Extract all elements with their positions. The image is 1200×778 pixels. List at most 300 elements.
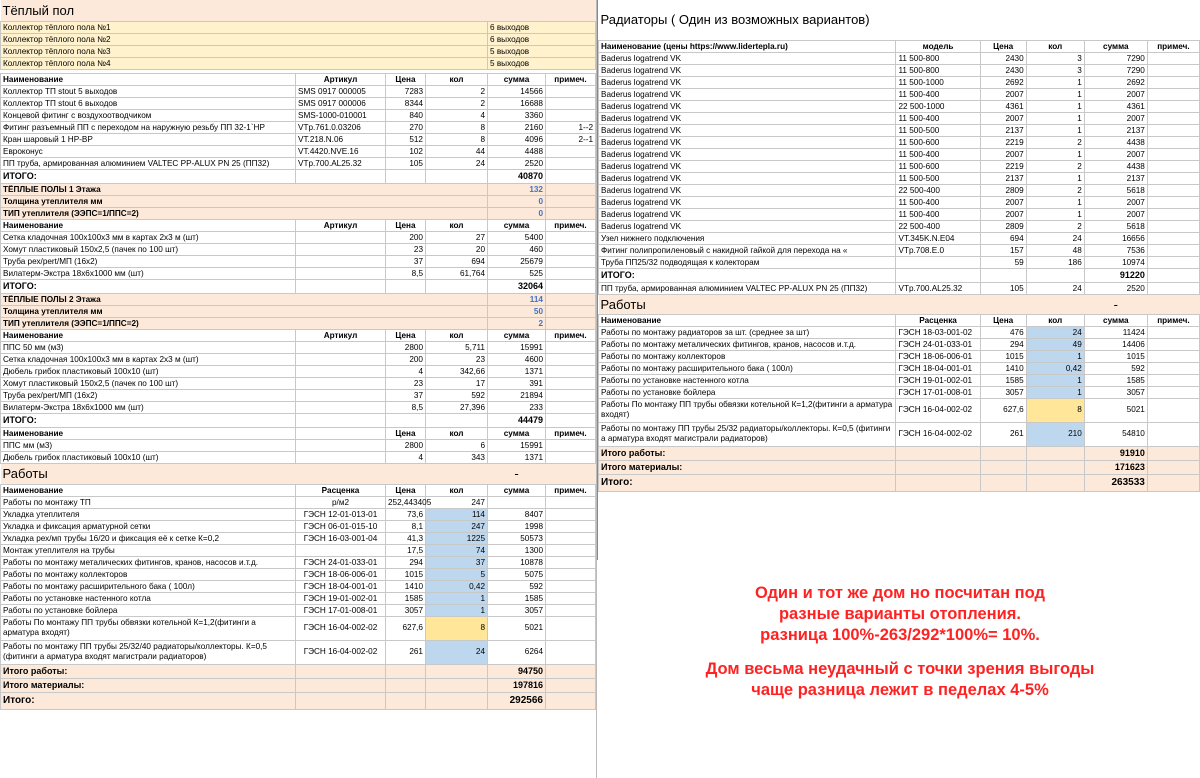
table-cell[interactable]: ППС 50 мм (м3) (1, 341, 296, 353)
table-cell[interactable]: ИТОГО: (1, 413, 296, 427)
table-cell[interactable]: 1 (1026, 350, 1084, 362)
table-cell[interactable]: Работы по установке бойлера (599, 386, 896, 398)
table-cell[interactable]: Артикул (296, 219, 386, 231)
table-cell[interactable]: 11 500-400 (896, 112, 980, 124)
table-cell[interactable]: ПП труба, армированная алюминием VALTEC PP-ALUX PN 25 (ПП32) (1, 157, 296, 169)
table-cell[interactable]: ГЭСН 17-01-008-01 (896, 386, 980, 398)
table-cell[interactable]: Работы по монтажу расширительного бака ( 100л) (1, 580, 296, 592)
table-cell[interactable] (546, 544, 596, 556)
table-cell[interactable]: Baderus logatrend VK (599, 184, 896, 196)
table-cell[interactable]: сумма (1084, 314, 1147, 326)
table-cell[interactable]: Коллектор ТП stout 5 выходов (1, 85, 296, 97)
table-cell[interactable]: 1 (1026, 172, 1084, 184)
table-cell[interactable] (546, 97, 596, 109)
table-cell[interactable]: 27,396 (426, 401, 488, 413)
table-cell[interactable]: Итого работы: (599, 446, 896, 460)
table-cell[interactable] (1147, 474, 1199, 491)
table-cell[interactable]: 105 (386, 157, 426, 169)
table-cell[interactable] (980, 460, 1026, 474)
table-cell[interactable]: 54810 (1084, 422, 1147, 446)
table-cell[interactable] (1147, 422, 1199, 446)
table-cell[interactable]: 11 500-500 (896, 172, 980, 184)
table-cell[interactable]: ППС мм (м3) (1, 439, 296, 451)
table-cell[interactable]: 270 (386, 121, 426, 133)
table-cell[interactable]: Наименование (1, 484, 296, 496)
table-cell[interactable]: ГЭСН 16-04-002-02 (296, 640, 386, 664)
table-cell[interactable]: 1015 (1084, 350, 1147, 362)
table-cell[interactable]: SMS-1000-010001 (296, 109, 386, 121)
table-cell[interactable]: Цена (980, 314, 1026, 326)
table-cell[interactable] (1147, 232, 1199, 244)
table-cell[interactable] (546, 279, 596, 293)
table-cell[interactable]: примеч. (546, 219, 596, 231)
table-cell[interactable] (546, 451, 596, 463)
table-cell[interactable]: Baderus logatrend VK (599, 76, 896, 88)
table-cell[interactable]: 11 500-400 (896, 196, 980, 208)
table-cell[interactable]: 11 500-400 (896, 148, 980, 160)
table-cell[interactable]: Наименование (цены https://www.lidertepla.ru) (599, 40, 896, 52)
table-cell[interactable]: Работы (599, 294, 1085, 314)
table-cell[interactable]: 4361 (1084, 100, 1147, 112)
table-cell[interactable]: Работы по установке настенного котла (599, 374, 896, 386)
table-cell[interactable]: ИТОГО: (599, 268, 896, 282)
table-cell[interactable]: 5,711 (426, 341, 488, 353)
table-cell[interactable]: 3057 (386, 604, 426, 616)
table-cell[interactable]: 2007 (1084, 196, 1147, 208)
table-cell[interactable] (546, 604, 596, 616)
table-cell[interactable] (546, 85, 596, 97)
table-cell[interactable]: р/м2 (296, 496, 386, 508)
table-cell[interactable]: VT.4420.NVE.16 (296, 145, 386, 157)
table-cell[interactable]: 17 (426, 377, 488, 389)
table-cell[interactable]: 16656 (1084, 232, 1147, 244)
table-cell[interactable] (546, 401, 596, 413)
table-cell[interactable]: 15991 (488, 439, 546, 451)
table-cell[interactable]: 2 (1026, 136, 1084, 148)
table-cell[interactable] (546, 207, 596, 219)
table-cell[interactable]: Артикул (296, 73, 386, 85)
table-cell[interactable]: 24 (426, 157, 488, 169)
table-cell[interactable]: Фитинг разъемный ПП с переходом на наружную резьбу ПП 32-1`НР (1, 121, 296, 133)
table-cell[interactable]: 24 (1026, 232, 1084, 244)
table-cell[interactable]: 1225 (426, 532, 488, 544)
table-cell[interactable]: 5 (426, 568, 488, 580)
table-cell[interactable]: Укладка утеплителя (1, 508, 296, 520)
table-cell[interactable]: Baderus logatrend VK (599, 124, 896, 136)
table-cell[interactable]: Хомут пластиковый 150х2,5 (пачек по 100 шт) (1, 243, 296, 255)
table-cell[interactable]: 694 (426, 255, 488, 267)
table-cell[interactable] (546, 413, 596, 427)
table-cell[interactable]: 3057 (488, 604, 546, 616)
table-cell[interactable] (546, 231, 596, 243)
table-cell[interactable]: 2800 (386, 341, 426, 353)
table-cell[interactable] (1147, 64, 1199, 76)
table-cell[interactable]: кол (426, 219, 488, 231)
table-cell[interactable]: 11424 (1084, 326, 1147, 338)
table-cell[interactable]: 114 (488, 293, 546, 305)
table-cell[interactable]: 27 (426, 231, 488, 243)
table-cell[interactable]: 2 (1026, 184, 1084, 196)
table-cell[interactable]: 1015 (386, 568, 426, 580)
table-cell[interactable]: 1015 (980, 350, 1026, 362)
table-cell[interactable]: сумма (488, 73, 546, 85)
table-cell[interactable]: 476 (980, 326, 1026, 338)
table-cell[interactable]: Работы по монтажу радиаторов за шт. (среднее за шт) (599, 326, 896, 338)
table-cell[interactable]: примеч. (546, 484, 596, 496)
table-cell[interactable]: 105 (980, 282, 1026, 294)
table-cell[interactable]: 23 (426, 353, 488, 365)
table-cell[interactable]: Baderus logatrend VK (599, 136, 896, 148)
table-cell[interactable]: 694 (980, 232, 1026, 244)
table-cell[interactable]: 342,66 (426, 365, 488, 377)
table-cell[interactable]: 2 (426, 97, 488, 109)
table-cell[interactable]: Работы По монтажу ПП трубы обвязки котельной К=1,2(фитинги а арматура входят) (1, 616, 296, 640)
table-cell[interactable]: 50 (488, 305, 546, 317)
table-cell[interactable]: 5618 (1084, 220, 1147, 232)
table-cell[interactable]: 460 (488, 243, 546, 255)
table-cell[interactable] (546, 169, 596, 183)
table-cell[interactable] (1147, 268, 1199, 282)
table-cell[interactable]: 1998 (488, 520, 546, 532)
table-cell[interactable]: 210 (1026, 422, 1084, 446)
table-cell[interactable]: 512 (386, 133, 426, 145)
table-cell[interactable]: 6264 (488, 640, 546, 664)
table-cell[interactable]: 197816 (488, 678, 546, 692)
table-cell[interactable] (546, 692, 596, 709)
table-cell[interactable]: 8,5 (386, 267, 426, 279)
table-cell[interactable]: Узел нижнего подключения (599, 232, 896, 244)
table-cell[interactable] (546, 389, 596, 401)
table-cell[interactable]: 32064 (488, 279, 546, 293)
table-cell[interactable]: 592 (488, 580, 546, 592)
table-cell[interactable]: ГЭСН 24-01-033-01 (896, 338, 980, 350)
table-cell[interactable]: 37 (386, 255, 426, 267)
table-cell[interactable]: 10878 (488, 556, 546, 568)
table-cell[interactable]: Наименование (1, 427, 296, 439)
table-cell[interactable]: SMS 0917 000006 (296, 97, 386, 109)
table-cell[interactable]: 5075 (488, 568, 546, 580)
table-cell[interactable] (296, 389, 386, 401)
table-cell[interactable]: 1371 (488, 365, 546, 377)
table-cell[interactable]: Итого материалы: (1, 678, 296, 692)
table-cell[interactable] (546, 195, 596, 207)
table-cell[interactable]: 2007 (980, 208, 1026, 220)
table-cell[interactable] (1147, 362, 1199, 374)
table-cell[interactable] (546, 109, 596, 121)
table-cell[interactable]: 23 (386, 377, 426, 389)
table-cell[interactable] (1147, 350, 1199, 362)
table-cell[interactable]: VTp.700.AL25.32 (896, 282, 980, 294)
table-cell[interactable]: 200 (386, 353, 426, 365)
table-cell[interactable]: 17,5 (386, 544, 426, 556)
table-cell[interactable]: 2219 (980, 136, 1026, 148)
table-cell[interactable]: 592 (426, 389, 488, 401)
table-cell[interactable]: Итого материалы: (599, 460, 896, 474)
table-cell[interactable] (1147, 294, 1199, 314)
table-cell[interactable] (546, 145, 596, 157)
table-cell[interactable] (546, 183, 596, 195)
table-cell[interactable]: 2 (426, 85, 488, 97)
table-cell[interactable] (296, 401, 386, 413)
table-cell[interactable] (386, 413, 426, 427)
table-cell[interactable]: 5 выходов (488, 45, 596, 57)
table-cell[interactable]: ГЭСН 12-01-013-01 (296, 508, 386, 520)
table-cell[interactable]: Цена (386, 329, 426, 341)
table-cell[interactable]: 1410 (386, 580, 426, 592)
table-cell[interactable] (426, 169, 488, 183)
table-cell[interactable]: ГЭСН 16-04-002-02 (296, 616, 386, 640)
table-cell[interactable]: примеч. (546, 329, 596, 341)
table-cell[interactable]: 1--2 (546, 121, 596, 133)
table-cell[interactable] (546, 463, 596, 484)
table-cell[interactable]: 1 (1026, 374, 1084, 386)
table-cell[interactable]: 2809 (980, 220, 1026, 232)
table-cell[interactable]: 261 (386, 640, 426, 664)
table-cell[interactable]: 2430 (980, 64, 1026, 76)
table-cell[interactable]: 1 (426, 604, 488, 616)
table-cell[interactable]: ТЁПЛЫЕ ПОЛЫ 2 Этажа (1, 293, 488, 305)
table-cell[interactable]: 6 (426, 439, 488, 451)
table-cell[interactable]: 1585 (1084, 374, 1147, 386)
table-cell[interactable] (546, 664, 596, 678)
table-cell[interactable] (546, 267, 596, 279)
table-cell[interactable]: 247 (426, 520, 488, 532)
table-cell[interactable]: Толщина утеплителя мм (1, 305, 488, 317)
table-cell[interactable]: 1585 (386, 592, 426, 604)
table-cell[interactable]: Baderus logatrend VK (599, 112, 896, 124)
table-cell[interactable]: Работы по установке бойлера (1, 604, 296, 616)
table-cell[interactable]: Baderus logatrend VK (599, 220, 896, 232)
table-cell[interactable]: сумма (488, 484, 546, 496)
table-cell[interactable]: 2 (1026, 220, 1084, 232)
table-cell[interactable] (426, 678, 488, 692)
table-cell[interactable]: Baderus logatrend VK (599, 100, 896, 112)
table-cell[interactable]: Труба рех/pert/МП (16х2) (1, 389, 296, 401)
table-cell[interactable] (1147, 208, 1199, 220)
table-cell[interactable]: Монтаж утеплителя на трубы (1, 544, 296, 556)
table-cell[interactable] (546, 616, 596, 640)
table-cell[interactable]: Сетка кладочная 100х100х3 мм в картах 2х3 м (шт) (1, 231, 296, 243)
table-cell[interactable]: 4361 (980, 100, 1026, 112)
table-cell[interactable] (896, 446, 980, 460)
table-cell[interactable]: 525 (488, 267, 546, 279)
table-cell[interactable]: 4488 (488, 145, 546, 157)
table-cell[interactable]: 49 (1026, 338, 1084, 350)
table-cell[interactable]: 2219 (980, 160, 1026, 172)
table-cell[interactable]: 50573 (488, 532, 546, 544)
table-cell[interactable]: 5400 (488, 231, 546, 243)
table-cell[interactable]: 74 (426, 544, 488, 556)
table-cell[interactable] (296, 365, 386, 377)
table-cell[interactable]: 2809 (980, 184, 1026, 196)
table-cell[interactable]: 391 (488, 377, 546, 389)
table-cell[interactable]: 6 выходов (488, 33, 596, 45)
table-cell[interactable]: 44479 (488, 413, 546, 427)
table-cell[interactable]: 2007 (980, 148, 1026, 160)
table-cell[interactable]: 294 (980, 338, 1026, 350)
table-cell[interactable] (1147, 136, 1199, 148)
table-cell[interactable]: примеч. (546, 73, 596, 85)
table-cell[interactable] (546, 580, 596, 592)
table-cell[interactable]: Baderus logatrend VK (599, 64, 896, 76)
table-cell[interactable]: сумма (488, 329, 546, 341)
table-cell[interactable]: 1 (1026, 124, 1084, 136)
table-cell[interactable]: Наименование (1, 329, 296, 341)
table-cell[interactable]: 8 (426, 133, 488, 145)
table-cell[interactable]: кол (1026, 40, 1084, 52)
table-cell[interactable]: 1 (1026, 100, 1084, 112)
table-cell[interactable]: Тёплый пол (1, 0, 596, 21)
table-cell[interactable]: сумма (488, 219, 546, 231)
table-cell[interactable] (386, 678, 426, 692)
table-cell[interactable] (296, 678, 386, 692)
table-cell[interactable]: Толщина утеплителя мм (1, 195, 488, 207)
table-cell[interactable] (296, 451, 386, 463)
table-cell[interactable]: Работы по монтажу ТП (1, 496, 296, 508)
table-cell[interactable]: 14406 (1084, 338, 1147, 350)
table-cell[interactable]: 3 (1026, 52, 1084, 64)
table-cell[interactable]: Укладка и фиксация арматурной сетки (1, 520, 296, 532)
table-cell[interactable]: Коллектор тёплого пола №3 (1, 45, 488, 57)
table-cell[interactable]: 0,42 (1026, 362, 1084, 374)
table-cell[interactable] (896, 474, 980, 491)
table-cell[interactable] (546, 293, 596, 305)
table-cell[interactable] (546, 556, 596, 568)
table-cell[interactable] (546, 592, 596, 604)
table-cell[interactable]: - (1084, 294, 1147, 314)
table-cell[interactable] (296, 341, 386, 353)
table-cell[interactable]: кол (426, 427, 488, 439)
table-cell[interactable] (296, 231, 386, 243)
table-cell[interactable] (896, 268, 980, 282)
table-cell[interactable]: 132 (488, 183, 546, 195)
table-cell[interactable]: Работы по монтажу ПП трубы 25/32/40 радиаторы/коллекторы. К=0,5 (фитинги а арматура входят магистрали радиаторов) (1, 640, 296, 664)
table-cell[interactable] (1147, 244, 1199, 256)
table-cell[interactable]: 61,764 (426, 267, 488, 279)
table-cell[interactable]: Baderus logatrend VK (599, 160, 896, 172)
table-cell[interactable]: 1371 (488, 451, 546, 463)
table-cell[interactable]: Наименование (599, 314, 896, 326)
table-cell[interactable]: 3360 (488, 109, 546, 121)
table-cell[interactable] (1147, 100, 1199, 112)
table-cell[interactable]: 4 (386, 365, 426, 377)
table-cell[interactable]: 592 (1084, 362, 1147, 374)
table-cell[interactable]: Baderus logatrend VK (599, 196, 896, 208)
table-cell[interactable] (296, 427, 386, 439)
table-cell[interactable]: 2520 (488, 157, 546, 169)
table-cell[interactable] (546, 365, 596, 377)
table-cell[interactable]: 15991 (488, 341, 546, 353)
table-cell[interactable] (1147, 160, 1199, 172)
table-cell[interactable]: Baderus logatrend VK (599, 172, 896, 184)
table-cell[interactable]: 37 (386, 389, 426, 401)
table-cell[interactable] (546, 568, 596, 580)
table-cell[interactable] (546, 640, 596, 664)
table-cell[interactable]: Концевой фитинг с воздухоотводчиком (1, 109, 296, 121)
table-cell[interactable] (296, 439, 386, 451)
table-cell[interactable]: Радиаторы ( Один из возможных вариантов) (600, 12, 870, 28)
table-cell[interactable] (1147, 172, 1199, 184)
table-cell[interactable]: Цена (386, 73, 426, 85)
table-cell[interactable]: 1 (1026, 208, 1084, 220)
table-cell[interactable]: Вилатерм-Экстра 18х6х1000 мм (шт) (1, 401, 296, 413)
table-cell[interactable]: Труба рех/pert/МП (16х2) (1, 255, 296, 267)
table-cell[interactable] (546, 341, 596, 353)
table-cell[interactable]: ПП труба, армированная алюминием VALTEC PP-ALUX PN 25 (ПП32) (599, 282, 896, 294)
table-cell[interactable] (980, 446, 1026, 460)
table-cell[interactable]: Вилатерм-Экстра 18х6х1000 мм (шт) (1, 267, 296, 279)
table-cell[interactable]: 2692 (1084, 76, 1147, 88)
table-cell[interactable]: VTp.761.0.03206 (296, 121, 386, 133)
table-cell[interactable]: примеч. (546, 427, 596, 439)
table-cell[interactable]: VT.218.N.06 (296, 133, 386, 145)
table-cell[interactable] (296, 413, 386, 427)
table-cell[interactable]: Укладка рех/мп трубы 16/20 и фиксация её к сетке К=0,2 (1, 532, 296, 544)
table-cell[interactable]: 4 (426, 109, 488, 121)
table-cell[interactable]: 11 500-400 (896, 88, 980, 100)
table-cell[interactable]: 2007 (1084, 88, 1147, 100)
table-cell[interactable]: ГЭСН 17-01-008-01 (296, 604, 386, 616)
table-cell[interactable]: 5021 (488, 616, 546, 640)
table-cell[interactable] (296, 544, 386, 556)
table-cell[interactable]: ГЭСН 19-01-002-01 (296, 592, 386, 604)
table-cell[interactable] (1026, 268, 1084, 282)
table-cell[interactable]: 8,1 (386, 520, 426, 532)
table-cell[interactable]: 1 (1026, 148, 1084, 160)
table-cell[interactable] (546, 243, 596, 255)
table-cell[interactable]: 171623 (1084, 460, 1147, 474)
table-cell[interactable]: примеч. (1147, 40, 1199, 52)
table-cell[interactable]: Цена (386, 484, 426, 496)
table-cell[interactable] (296, 353, 386, 365)
table-cell[interactable]: 11 500-600 (896, 160, 980, 172)
table-cell[interactable]: ИТОГО: (1, 279, 296, 293)
table-cell[interactable]: 4600 (488, 353, 546, 365)
table-cell[interactable]: 627,6 (386, 616, 426, 640)
table-cell[interactable]: ГЭСН 18-03-001-02 (896, 326, 980, 338)
table-cell[interactable] (1147, 326, 1199, 338)
table-cell[interactable]: 1 (1026, 386, 1084, 398)
table-cell[interactable]: 2520 (1084, 282, 1147, 294)
table-cell[interactable] (546, 508, 596, 520)
table-cell[interactable]: 1 (1026, 88, 1084, 100)
table-cell[interactable]: 3057 (1084, 386, 1147, 398)
table-cell[interactable]: SMS 0917 000005 (296, 85, 386, 97)
table-cell[interactable]: ТИП утеплителя (ЭЭПС=1/ППС=2) (1, 317, 488, 329)
table-cell[interactable]: - (488, 463, 546, 484)
table-cell[interactable]: 1585 (980, 374, 1026, 386)
table-cell[interactable]: 25679 (488, 255, 546, 267)
table-cell[interactable]: 186 (1026, 256, 1084, 268)
table-cell[interactable]: Цена (386, 427, 426, 439)
table-cell[interactable]: 8344 (386, 97, 426, 109)
table-cell[interactable]: Работы по монтажу коллекторов (1, 568, 296, 580)
table-cell[interactable] (296, 267, 386, 279)
table-cell[interactable]: 24 (426, 640, 488, 664)
table-cell[interactable] (426, 413, 488, 427)
table-cell[interactable]: 4438 (1084, 136, 1147, 148)
table-cell[interactable]: 4 (386, 451, 426, 463)
table-cell[interactable] (1147, 124, 1199, 136)
table-cell[interactable]: Артикул (296, 329, 386, 341)
table-cell[interactable]: кол (1026, 314, 1084, 326)
table-cell[interactable]: 22 500-400 (896, 220, 980, 232)
table-cell[interactable]: 91220 (1084, 268, 1147, 282)
table-cell[interactable]: Коллектор ТП stout 6 выходов (1, 97, 296, 109)
table-cell[interactable]: Итого: (599, 474, 896, 491)
table-cell[interactable]: 14566 (488, 85, 546, 97)
table-cell[interactable]: Работы по монтажу металических фитингов, кранов, насосов и.т.д. (599, 338, 896, 350)
